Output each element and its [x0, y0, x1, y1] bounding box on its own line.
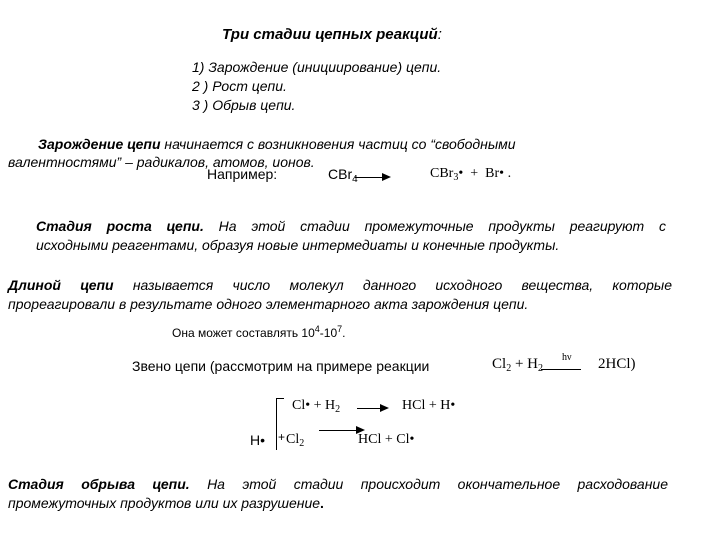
- range-text: Она может составлять 10: [172, 326, 315, 340]
- initiation-term: Зарождение цепи: [38, 136, 161, 152]
- range-end: .: [342, 326, 346, 340]
- termination-line-2-text: промежуточных продуктов или их разрушение: [8, 495, 321, 511]
- range-dash: -10: [319, 326, 338, 340]
- scheme-bracket-line: [276, 398, 277, 450]
- example-arrow-line: [355, 177, 383, 178]
- termination-line-2: [8, 495, 324, 511]
- termination-text: На этой стадии происходит окончательное расходование: [189, 476, 668, 492]
- link-reaction-product: 2HCl): [598, 356, 636, 372]
- range-exponent-1: 4: [314, 324, 320, 334]
- scheme-r2-cl-subscript: 2: [299, 438, 305, 449]
- light-hv-label: hν: [562, 352, 572, 363]
- chain-link-text: Звено цепи (рассмотрим на примере реакции: [132, 358, 430, 374]
- reactant-subscript: 4: [352, 174, 358, 185]
- product1-formula: CBr: [430, 166, 454, 181]
- scheme-r2-plus: +: [278, 430, 286, 444]
- scheme-reaction-1-right: HCl + H•: [402, 398, 456, 413]
- growth-line-1: [36, 218, 666, 234]
- link-cl: Cl: [492, 356, 507, 372]
- termination-line-1: [8, 476, 668, 492]
- growth-term: Стадия роста цепи.: [36, 218, 204, 234]
- initiation-text: начинается с возникновения частиц со “свободными: [160, 136, 516, 152]
- initiation-line-2: валентностями” – радикалов, атомов, ионов.: [8, 154, 315, 170]
- product1-subscript: 3: [453, 172, 459, 183]
- link-h-subscript: 2: [537, 363, 543, 374]
- scheme-r2-h: H•: [250, 432, 266, 448]
- chain-length-line-2: прореагировали в результате одного элементарного акта зарождения цепи.: [8, 296, 529, 312]
- product-plus: +: [470, 166, 479, 181]
- page-title: [222, 26, 442, 43]
- product-end: .: [507, 166, 512, 181]
- chain-length-text: называется число молекул данного исходного вещества, которые: [113, 277, 672, 293]
- stage-item-1: 1) Зарождение (инициирование) цепи.: [192, 59, 442, 75]
- growth-text: На этой стадии промежуточные продукты реагируют с: [203, 218, 666, 234]
- link-cl-subscript: 2: [506, 363, 512, 374]
- scheme-r2-cl-text: Cl: [286, 432, 300, 447]
- chain-length-term: Длиной цепи: [8, 277, 114, 293]
- product2-formula: Br•: [485, 166, 505, 181]
- scheme-bracket-top: [276, 398, 284, 399]
- scheme-r1-subscript: 2: [335, 404, 341, 415]
- termination-end: .: [320, 495, 324, 511]
- example-arrow-head: [382, 173, 391, 181]
- scheme-arrow-1-line: [357, 408, 381, 409]
- scheme-r1-left-text: Cl• + H: [292, 398, 336, 413]
- example-reactant: [328, 166, 358, 185]
- chain-length-range: [172, 326, 345, 340]
- title-colon: :: [437, 26, 442, 43]
- chain-length-line-1: [8, 277, 672, 293]
- title-text: Три стадии цепных реакций: [222, 26, 438, 43]
- range-exponent-2: 7: [337, 324, 343, 334]
- scheme-reaction-2-right: HCl + Cl•: [358, 432, 415, 447]
- link-reaction-left: [492, 356, 543, 373]
- scheme-arrow-1-head: [380, 404, 389, 412]
- scheme-reaction-1-left: [292, 398, 340, 414]
- scheme-arrow-2-line: [319, 430, 357, 431]
- stage-item-2: 2 ) Рост цепи.: [192, 78, 287, 94]
- example-products: [430, 166, 511, 182]
- termination-term: Стадия обрыва цепи.: [8, 476, 190, 492]
- example-label: Например:: [207, 166, 278, 182]
- stage-item-3: 3 ) Обрыв цепи.: [192, 97, 296, 113]
- link-arrow-line: [541, 369, 581, 370]
- reactant-formula: CBr: [328, 166, 353, 182]
- growth-line-2: исходными реагентами, образуя новые интермедиаты и конечные продукты.: [36, 237, 560, 253]
- link-plus-h: + H: [514, 356, 538, 372]
- scheme-r2-cl: [286, 432, 304, 448]
- product1-dot: •: [458, 166, 464, 181]
- initiation-line-1: [38, 136, 516, 152]
